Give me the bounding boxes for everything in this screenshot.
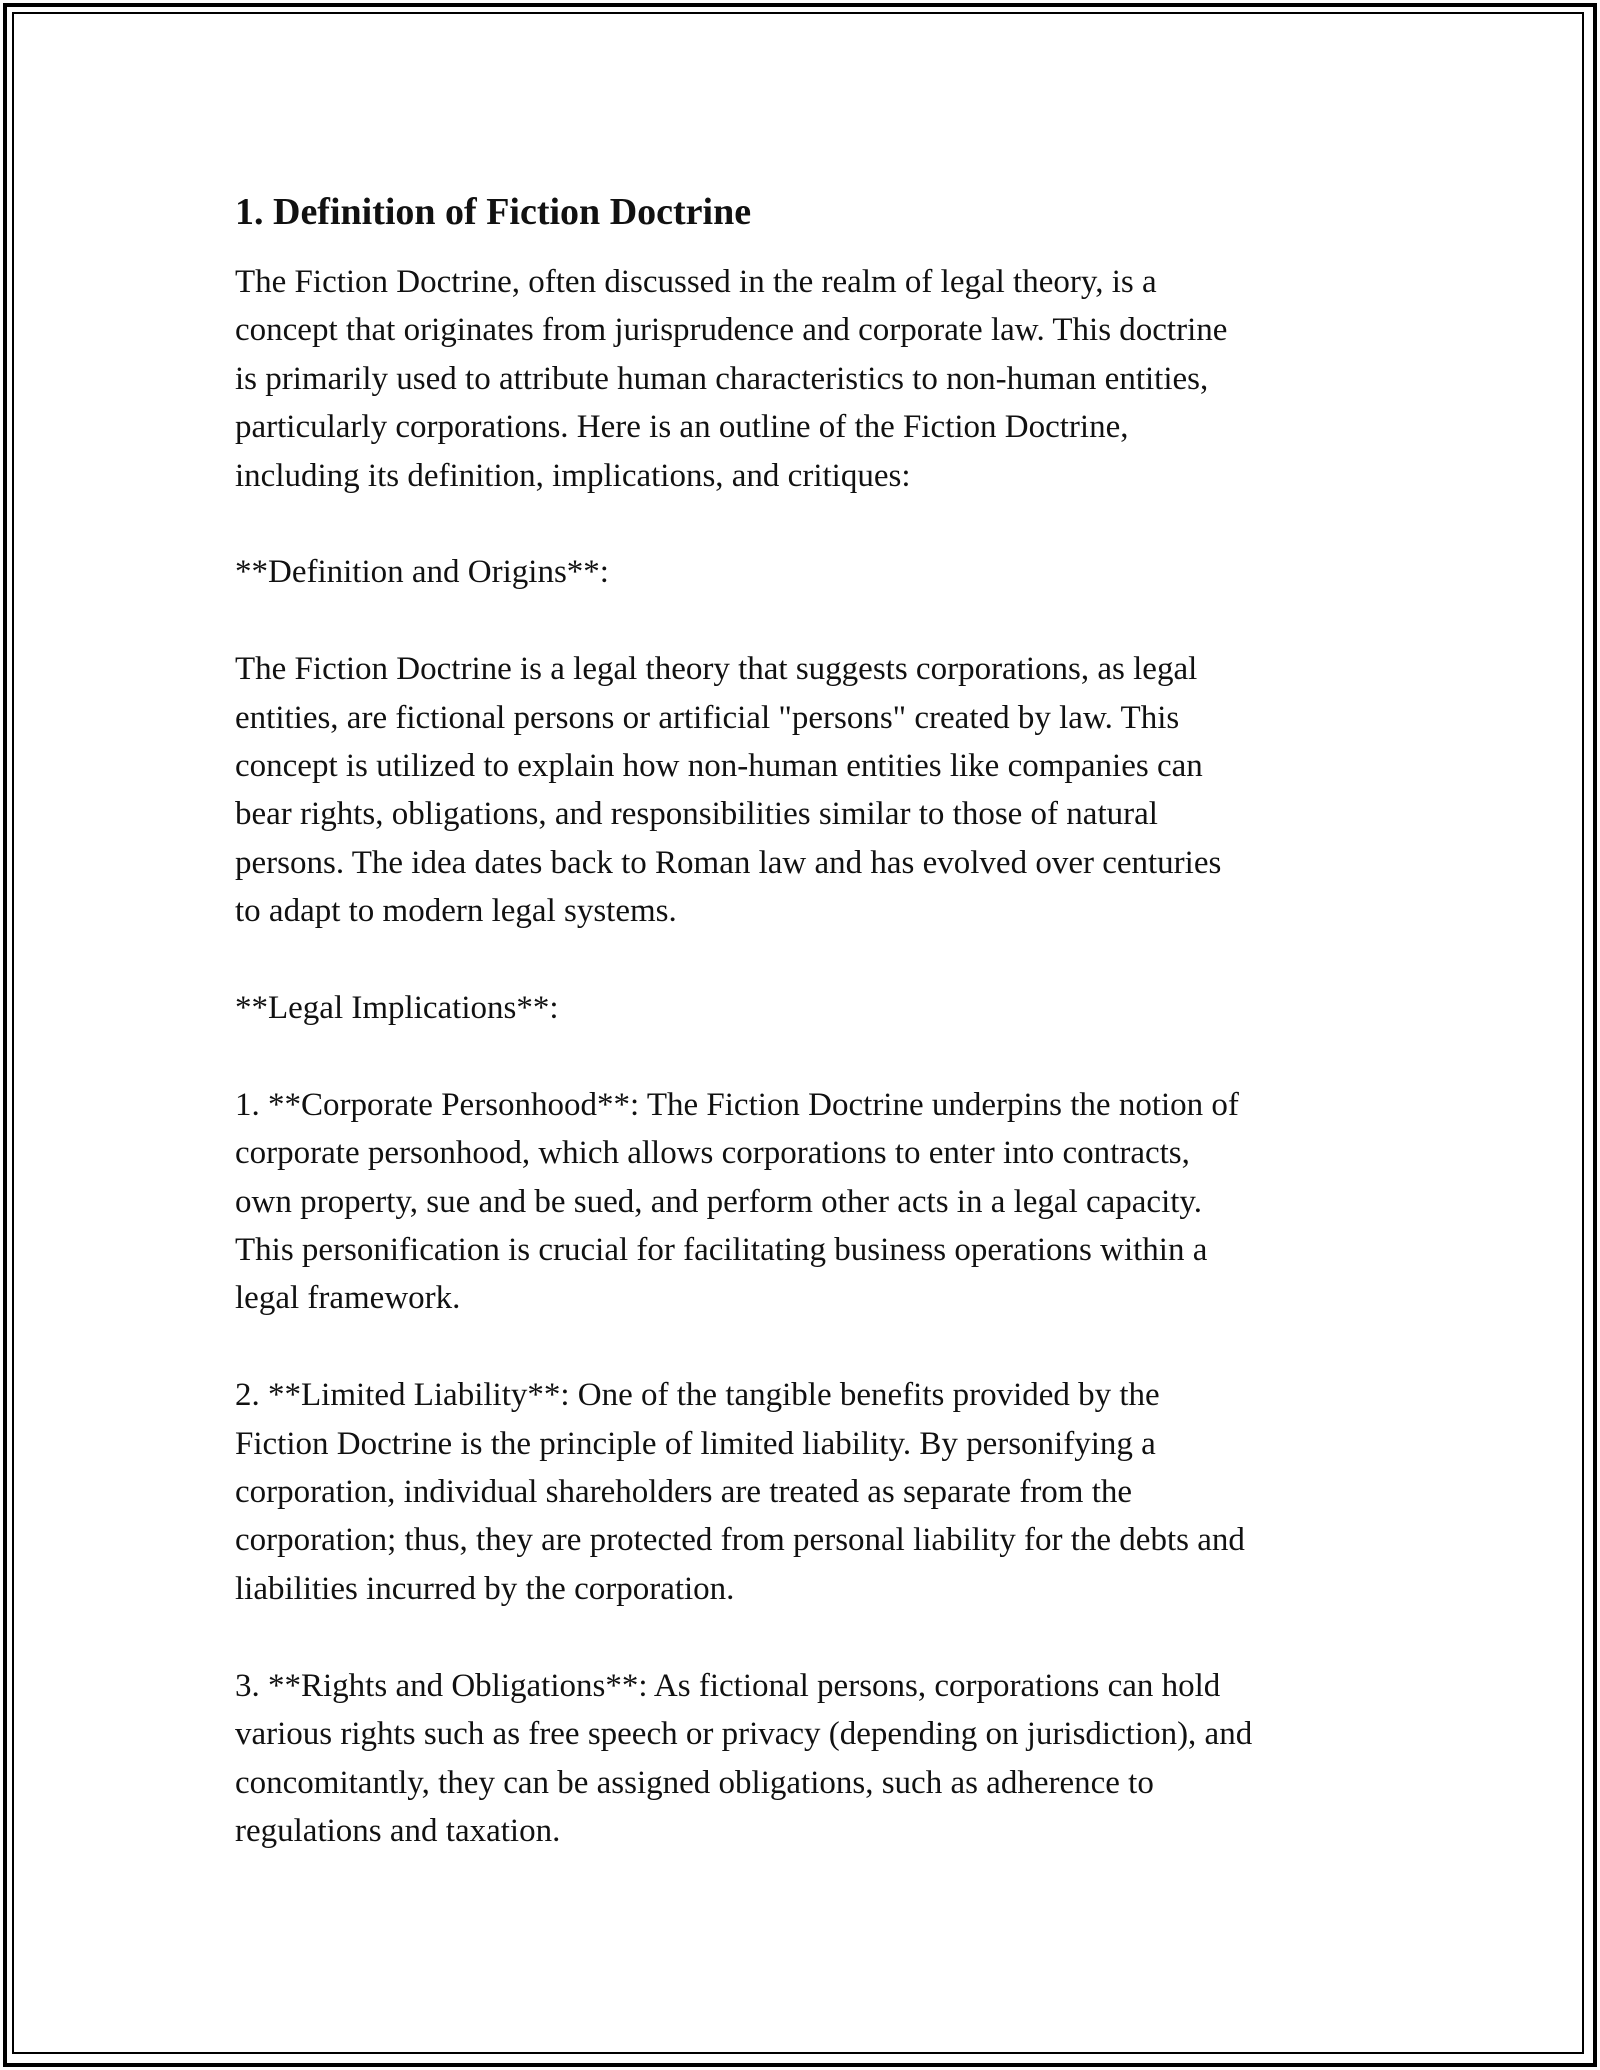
- rights-obligations-item: 3. **Rights and Obligations**: As fictional persons, corporations can hold various rights such as free speech or privacy (depending on jurisdiction), and concomitantly, they can be assigned obligations, such as adherence to regulations and taxation.: [235, 1667, 1253, 1849]
- section-heading: 1. Definition of Fiction Doctrine: [235, 191, 752, 233]
- definition-origins-paragraph: The Fiction Doctrine is a legal theory that suggests corporations, as legal entities, are fictional persons or artificial "persons" created by law. This concept is utilized to explain how non-human entities like companies can bear rights, obligations, and responsibilities similar to those of natural persons. The idea dates back to Roman law and has evolved over centuries to adapt to modern legal systems.: [235, 651, 1222, 930]
- definition-origins-heading: **Definition and Origins**:: [235, 554, 609, 591]
- document-body: [235, 186, 1385, 1855]
- legal-implications-heading: **Legal Implications**:: [235, 990, 559, 1027]
- intro-paragraph: The Fiction Doctrine, often discussed in the realm of legal theory, is a concept that originates from jurisprudence and corporate law. This doctrine is primarily used to attribute human characteristics to non-human entities, particularly corporations. Here is an outline of the Fiction Doctrine, including its definition, implications, and critiques:: [235, 264, 1228, 494]
- limited-liability-item: 2. **Limited Liability**: One of the tangible benefits provided by the Fiction Doctrine is the principle of limited liability. By personifying a corporation, individual shareholders are treated as separate from the corporation; thus, they are protected from personal liability for the debts and liabilities incurred by the corporation.: [235, 1377, 1245, 1607]
- corporate-personhood-item: 1. **Corporate Personhood**: The Fiction Doctrine underpins the notion of corporate personhood, which allows corporations to enter into contracts, own property, sue and be sued, and perform other acts in a legal capacity. This personification is crucial for facilitating business operations within a legal framework.: [235, 1086, 1239, 1317]
